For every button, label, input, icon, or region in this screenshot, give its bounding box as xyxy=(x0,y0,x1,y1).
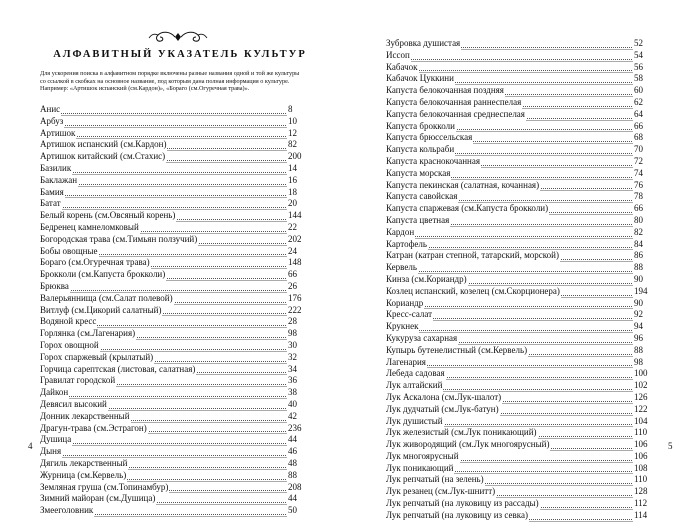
index-entry xyxy=(40,139,308,151)
entry-page: 104 xyxy=(633,416,654,428)
entry-page: 30 xyxy=(287,340,308,352)
entry-page: 94 xyxy=(633,321,654,333)
entry-name: Лук репчатый (на луковицу из севка) xyxy=(386,509,528,520)
entry-page: 68 xyxy=(633,132,654,144)
entry-page: 78 xyxy=(633,191,654,203)
entry-name: Батат xyxy=(40,198,61,209)
index-entry xyxy=(386,427,654,439)
index-entry xyxy=(386,368,654,380)
entry-page: 122 xyxy=(633,404,654,416)
dot-leader xyxy=(40,443,288,444)
index-entry xyxy=(40,128,308,140)
entry-name: Кукуруза сахарная xyxy=(386,332,458,343)
entry-page: 48 xyxy=(287,458,308,470)
entry-name: Катран (катран степной, татарский, морской) xyxy=(386,250,559,261)
entry-name: Дягиль лекарственный xyxy=(40,457,128,468)
entry-page: 22 xyxy=(287,222,308,234)
entry-name: Кабачок xyxy=(386,61,418,72)
index-entry xyxy=(40,163,308,175)
index-entry xyxy=(386,463,654,475)
entry-page: 60 xyxy=(633,85,654,97)
entry-page: 10 xyxy=(287,116,308,128)
index-entry xyxy=(386,156,654,168)
entry-name: Бораго (см.Огуречная трава) xyxy=(40,257,150,268)
entry-page: 16 xyxy=(287,175,308,187)
dot-leader xyxy=(40,207,288,208)
entry-page: 98 xyxy=(633,357,654,369)
entry-page: 74 xyxy=(633,168,654,180)
entry-page: 236 xyxy=(287,423,308,435)
left-page xyxy=(0,0,350,516)
entry-page: 90 xyxy=(633,298,654,310)
entry-name: Капуста пекинская (салатная, кочанная) xyxy=(386,179,540,190)
entry-name: Капуста белокочанная среднеспелая xyxy=(386,108,525,119)
entry-page: 54 xyxy=(633,50,654,62)
index-entry xyxy=(386,50,654,62)
index-entry xyxy=(40,505,308,517)
entry-page: 90 xyxy=(633,274,654,286)
index-entry xyxy=(386,191,654,203)
left-index-list xyxy=(40,104,308,517)
index-entry xyxy=(386,73,654,85)
dot-leader xyxy=(386,59,634,60)
entry-name: Арбуз xyxy=(40,115,64,126)
index-entry xyxy=(386,62,654,74)
entry-name: Бобы овощные xyxy=(40,245,98,256)
entry-page: 52 xyxy=(633,38,654,50)
index-entry xyxy=(40,281,308,293)
entry-name: Богородская трава (см.Тимьян ползучий) xyxy=(40,233,198,244)
index-entry xyxy=(386,203,654,215)
index-entry xyxy=(40,352,308,364)
entry-name: Водяной кресс xyxy=(40,316,97,327)
entry-page: 18 xyxy=(287,187,308,199)
entry-page: 70 xyxy=(633,144,654,156)
entry-name: Капуста брокколи xyxy=(386,120,455,131)
index-entry xyxy=(386,451,654,463)
entry-name: Капуста морская xyxy=(386,167,451,178)
index-entry xyxy=(40,375,308,387)
index-entry xyxy=(386,121,654,133)
entry-name: Кервель xyxy=(386,262,417,273)
index-entry xyxy=(386,85,654,97)
index-entry xyxy=(40,423,308,435)
entry-page: 80 xyxy=(633,215,654,227)
index-title: АЛФАВИТНЫЙ УКАЗАТЕЛЬ КУЛЬТУР xyxy=(53,49,307,60)
index-entry xyxy=(386,38,654,50)
index-entry xyxy=(386,439,654,451)
entry-page: 108 xyxy=(633,463,654,475)
dot-leader xyxy=(40,125,288,126)
entry-name: Лук живородящий (см.Лук многоярусный) xyxy=(386,439,550,450)
entry-page: 46 xyxy=(287,446,308,458)
entry-name: Лук железистый (см.Лук поникающий) xyxy=(386,427,537,438)
index-entry xyxy=(40,175,308,187)
intro-line: Для ускорения поиска в алфавитном порядке включены разные названия одной и той же культуры xyxy=(40,70,300,77)
entry-name: Донник лекарственный xyxy=(40,410,130,421)
flourish-ornament-icon xyxy=(148,30,208,44)
index-entry xyxy=(386,298,654,310)
index-entry xyxy=(386,486,654,498)
dot-leader xyxy=(40,136,288,137)
index-entry xyxy=(40,340,308,352)
entry-name: Базилик xyxy=(40,162,72,173)
index-entry xyxy=(40,198,308,210)
entry-page: 44 xyxy=(287,493,308,505)
index-entry xyxy=(386,357,654,369)
index-entry xyxy=(40,387,308,399)
index-entry xyxy=(386,144,654,156)
index-entry xyxy=(386,345,654,357)
index-entry xyxy=(386,239,654,251)
index-entry xyxy=(40,222,308,234)
dot-leader xyxy=(386,271,634,272)
index-entry xyxy=(386,227,654,239)
entry-name: Козлец испанский, козелец (см.Скорционера) xyxy=(386,285,560,296)
entry-name: Лук алтайский xyxy=(386,380,443,391)
entry-name: Капуста кольраби xyxy=(386,144,455,155)
entry-page: 66 xyxy=(287,269,308,281)
index-entry xyxy=(40,328,308,340)
entry-name: Кинза (см.Кориандр) xyxy=(386,273,467,284)
entry-page: 20 xyxy=(287,198,308,210)
entry-name: Кардон xyxy=(386,226,415,237)
index-entry xyxy=(40,493,308,505)
entry-name: Капуста белокочанная раннеспелая xyxy=(386,96,522,107)
index-entry xyxy=(40,399,308,411)
entry-page: 88 xyxy=(633,345,654,357)
entry-name: Брокколи (см.Капуста брокколи) xyxy=(40,269,166,280)
index-entry xyxy=(386,392,654,404)
right-index-list xyxy=(386,38,654,522)
entry-page: 128 xyxy=(633,486,654,498)
index-entry xyxy=(386,321,654,333)
index-entry xyxy=(40,446,308,458)
right-page xyxy=(350,0,700,520)
entry-name: Лук Аскалона (см.Лук-шалот) xyxy=(386,391,502,402)
entry-page: 110 xyxy=(633,474,654,486)
entry-name: Крукнек xyxy=(386,321,419,332)
entry-page: 42 xyxy=(287,411,308,423)
entry-page: 106 xyxy=(633,439,654,451)
entry-name: Горлянка (см.Лагенария) xyxy=(40,328,136,339)
index-entry xyxy=(40,316,308,328)
page-number-left: 4 xyxy=(28,441,33,451)
entry-name: Лук резанец (см.Лук-шнитт) xyxy=(386,486,496,497)
entry-name: Зимний майоран (см.Душица) xyxy=(40,493,156,504)
entry-page: 144 xyxy=(287,210,308,222)
entry-name: Дайкон xyxy=(40,387,69,398)
index-entry xyxy=(40,246,308,258)
index-entry xyxy=(40,116,308,128)
index-entry xyxy=(40,458,308,470)
index-entry xyxy=(40,187,308,199)
entry-page: 66 xyxy=(633,121,654,133)
index-entry xyxy=(386,250,654,262)
index-entry xyxy=(40,482,308,494)
entry-page: 58 xyxy=(633,73,654,85)
entry-name: Дыня xyxy=(40,446,62,457)
entry-page: 56 xyxy=(633,62,654,74)
entry-name: Душица xyxy=(40,434,72,445)
entry-name: Кабачок Цуккини xyxy=(386,73,454,84)
entry-page: 100 xyxy=(633,368,654,380)
dot-leader xyxy=(40,396,288,397)
entry-name: Бамия xyxy=(40,186,64,197)
entry-name: Лук душистый xyxy=(386,415,443,426)
index-entry xyxy=(386,215,654,227)
index-entry xyxy=(40,210,308,222)
dot-leader xyxy=(386,330,634,331)
entry-page: 82 xyxy=(633,227,654,239)
entry-page: 92 xyxy=(633,309,654,321)
entry-name: Лук репчатый (на луковицу из рассады) xyxy=(386,498,539,509)
index-entry xyxy=(386,274,654,286)
entry-name: Анис xyxy=(40,104,61,114)
entry-name: Гравилат городской xyxy=(40,375,116,386)
entry-page: 66 xyxy=(633,203,654,215)
entry-page: 98 xyxy=(287,328,308,340)
entry-page: 126 xyxy=(633,392,654,404)
dot-leader xyxy=(40,290,288,291)
entry-name: Кориандр xyxy=(386,297,424,308)
index-entry xyxy=(40,434,308,446)
index-entry xyxy=(386,97,654,109)
entry-page: 8 xyxy=(287,104,308,116)
entry-page: 102 xyxy=(633,380,654,392)
entry-page: 12 xyxy=(287,128,308,140)
index-entry xyxy=(386,474,654,486)
entry-page: 208 xyxy=(287,482,308,494)
index-entry xyxy=(40,470,308,482)
entry-name: Артишок китайский (см.Стахис) xyxy=(40,151,166,162)
entry-name: Капуста брюссельская xyxy=(386,132,473,143)
entry-name: Лук дудчатый (см.Лук-батун) xyxy=(386,403,499,414)
entry-name: Иссоп xyxy=(386,49,410,60)
entry-page: 64 xyxy=(633,109,654,121)
entry-page: 222 xyxy=(287,305,308,317)
entry-name: Лагенария xyxy=(386,356,426,367)
entry-name: Артишок испанский (см.Кардон) xyxy=(40,139,167,150)
dot-leader xyxy=(386,236,634,237)
entry-name: Баклажан xyxy=(40,174,78,185)
index-entry xyxy=(40,151,308,163)
index-entry xyxy=(386,510,654,522)
entry-page: 38 xyxy=(287,387,308,399)
entry-page: 96 xyxy=(633,333,654,345)
entry-name: Драгун-трава (см.Эстрагон) xyxy=(40,422,147,433)
entry-page: 88 xyxy=(287,470,308,482)
entry-page: 62 xyxy=(633,97,654,109)
entry-page: 34 xyxy=(287,364,308,376)
entry-name: Купырь бутенелистный (см.Кервель) xyxy=(386,344,528,355)
entry-name: Витлуф (см.Цикорий салатный) xyxy=(40,304,162,315)
index-intro xyxy=(40,70,312,93)
dot-leader xyxy=(40,455,288,456)
dot-leader xyxy=(40,172,288,173)
index-entry xyxy=(386,416,654,428)
entry-name: Капуста краснокочанная xyxy=(386,155,481,166)
index-entry xyxy=(40,364,308,376)
entry-page: 72 xyxy=(633,156,654,168)
entry-page: 84 xyxy=(633,239,654,251)
entry-name: Горох спаржевый (крылатый) xyxy=(40,351,154,362)
index-entry xyxy=(40,411,308,423)
page-number-right: 5 xyxy=(668,441,673,451)
entry-name: Лебеда садовая xyxy=(386,368,445,379)
entry-name: Картофель xyxy=(386,238,427,249)
entry-page: 24 xyxy=(287,246,308,258)
entry-page: 106 xyxy=(633,451,654,463)
index-entry xyxy=(386,404,654,416)
index-entry xyxy=(386,180,654,192)
entry-page: 40 xyxy=(287,399,308,411)
index-entry xyxy=(386,168,654,180)
index-entry xyxy=(386,132,654,144)
entry-page: 28 xyxy=(287,316,308,328)
entry-page: 110 xyxy=(633,427,654,439)
entry-name: Брюква xyxy=(40,280,69,291)
index-entry xyxy=(40,305,308,317)
entry-page: 202 xyxy=(287,234,308,246)
index-entry xyxy=(40,104,308,116)
entry-page: 32 xyxy=(287,352,308,364)
dot-leader xyxy=(40,195,288,196)
index-entry xyxy=(40,257,308,269)
entry-name: Лук репчатый (на зелень) xyxy=(386,474,484,485)
entry-page: 76 xyxy=(633,180,654,192)
index-entry xyxy=(386,286,654,298)
entry-name: Горчица сарептская (листовая, салатная) xyxy=(40,363,196,374)
entry-page: 88 xyxy=(633,262,654,274)
entry-page: 26 xyxy=(287,281,308,293)
entry-page: 114 xyxy=(633,510,654,522)
entry-page: 112 xyxy=(633,498,654,510)
entry-page: 194 xyxy=(633,286,654,298)
index-entry xyxy=(386,109,654,121)
entry-name: Артишок xyxy=(40,127,76,138)
entry-name: Белый корень (см.Овсяный корень) xyxy=(40,210,176,221)
entry-name: Капуста цветная xyxy=(386,214,450,225)
entry-name: Лук многоярусный xyxy=(386,450,459,461)
index-entry xyxy=(40,269,308,281)
intro-line: Например: «Артишок испанский (см.Кардон)», «Бораго (см.Огуречная трава)». xyxy=(40,85,250,93)
entry-name: Зубровка душистая xyxy=(386,38,461,48)
dot-leader xyxy=(386,70,634,71)
entry-name: Земляная груша (см.Топинамбур) xyxy=(40,481,169,492)
entry-page: 44 xyxy=(287,434,308,446)
entry-name: Капуста спаржевая (см.Капуста брокколи) xyxy=(386,203,549,214)
entry-page: 82 xyxy=(287,139,308,151)
entry-page: 176 xyxy=(287,293,308,305)
entry-name: Журница (см.Кервель) xyxy=(40,469,127,480)
entry-name: Капуста белокочанная поздняя xyxy=(386,85,504,96)
entry-page: 200 xyxy=(287,151,308,163)
dot-leader xyxy=(40,113,288,114)
entry-name: Горох овощной xyxy=(40,339,99,350)
entry-name: Капуста савойская xyxy=(386,191,458,202)
entry-name: Кресс-салат xyxy=(386,309,433,320)
entry-page: 36 xyxy=(287,375,308,387)
entry-page: 14 xyxy=(287,163,308,175)
entry-name: Девясил высокий xyxy=(40,398,107,409)
index-entry xyxy=(40,234,308,246)
entry-name: Лук поникающий xyxy=(386,462,454,473)
entry-page: 86 xyxy=(633,250,654,262)
intro-line: со ссылкой в скобках на основное название, под которым дана полная информация о культуре. xyxy=(40,77,290,85)
index-entry xyxy=(386,380,654,392)
index-entry xyxy=(40,293,308,305)
entry-name: Бедренец камнеломковый xyxy=(40,221,139,232)
entry-page: 50 xyxy=(287,505,308,517)
entry-name: Змееголовник xyxy=(40,505,94,516)
entry-page: 148 xyxy=(287,257,308,269)
entry-name: Валерьяннища (см.Салат полевой) xyxy=(40,292,173,303)
index-entry xyxy=(386,262,654,274)
index-entry xyxy=(386,309,654,321)
index-entry xyxy=(386,333,654,345)
